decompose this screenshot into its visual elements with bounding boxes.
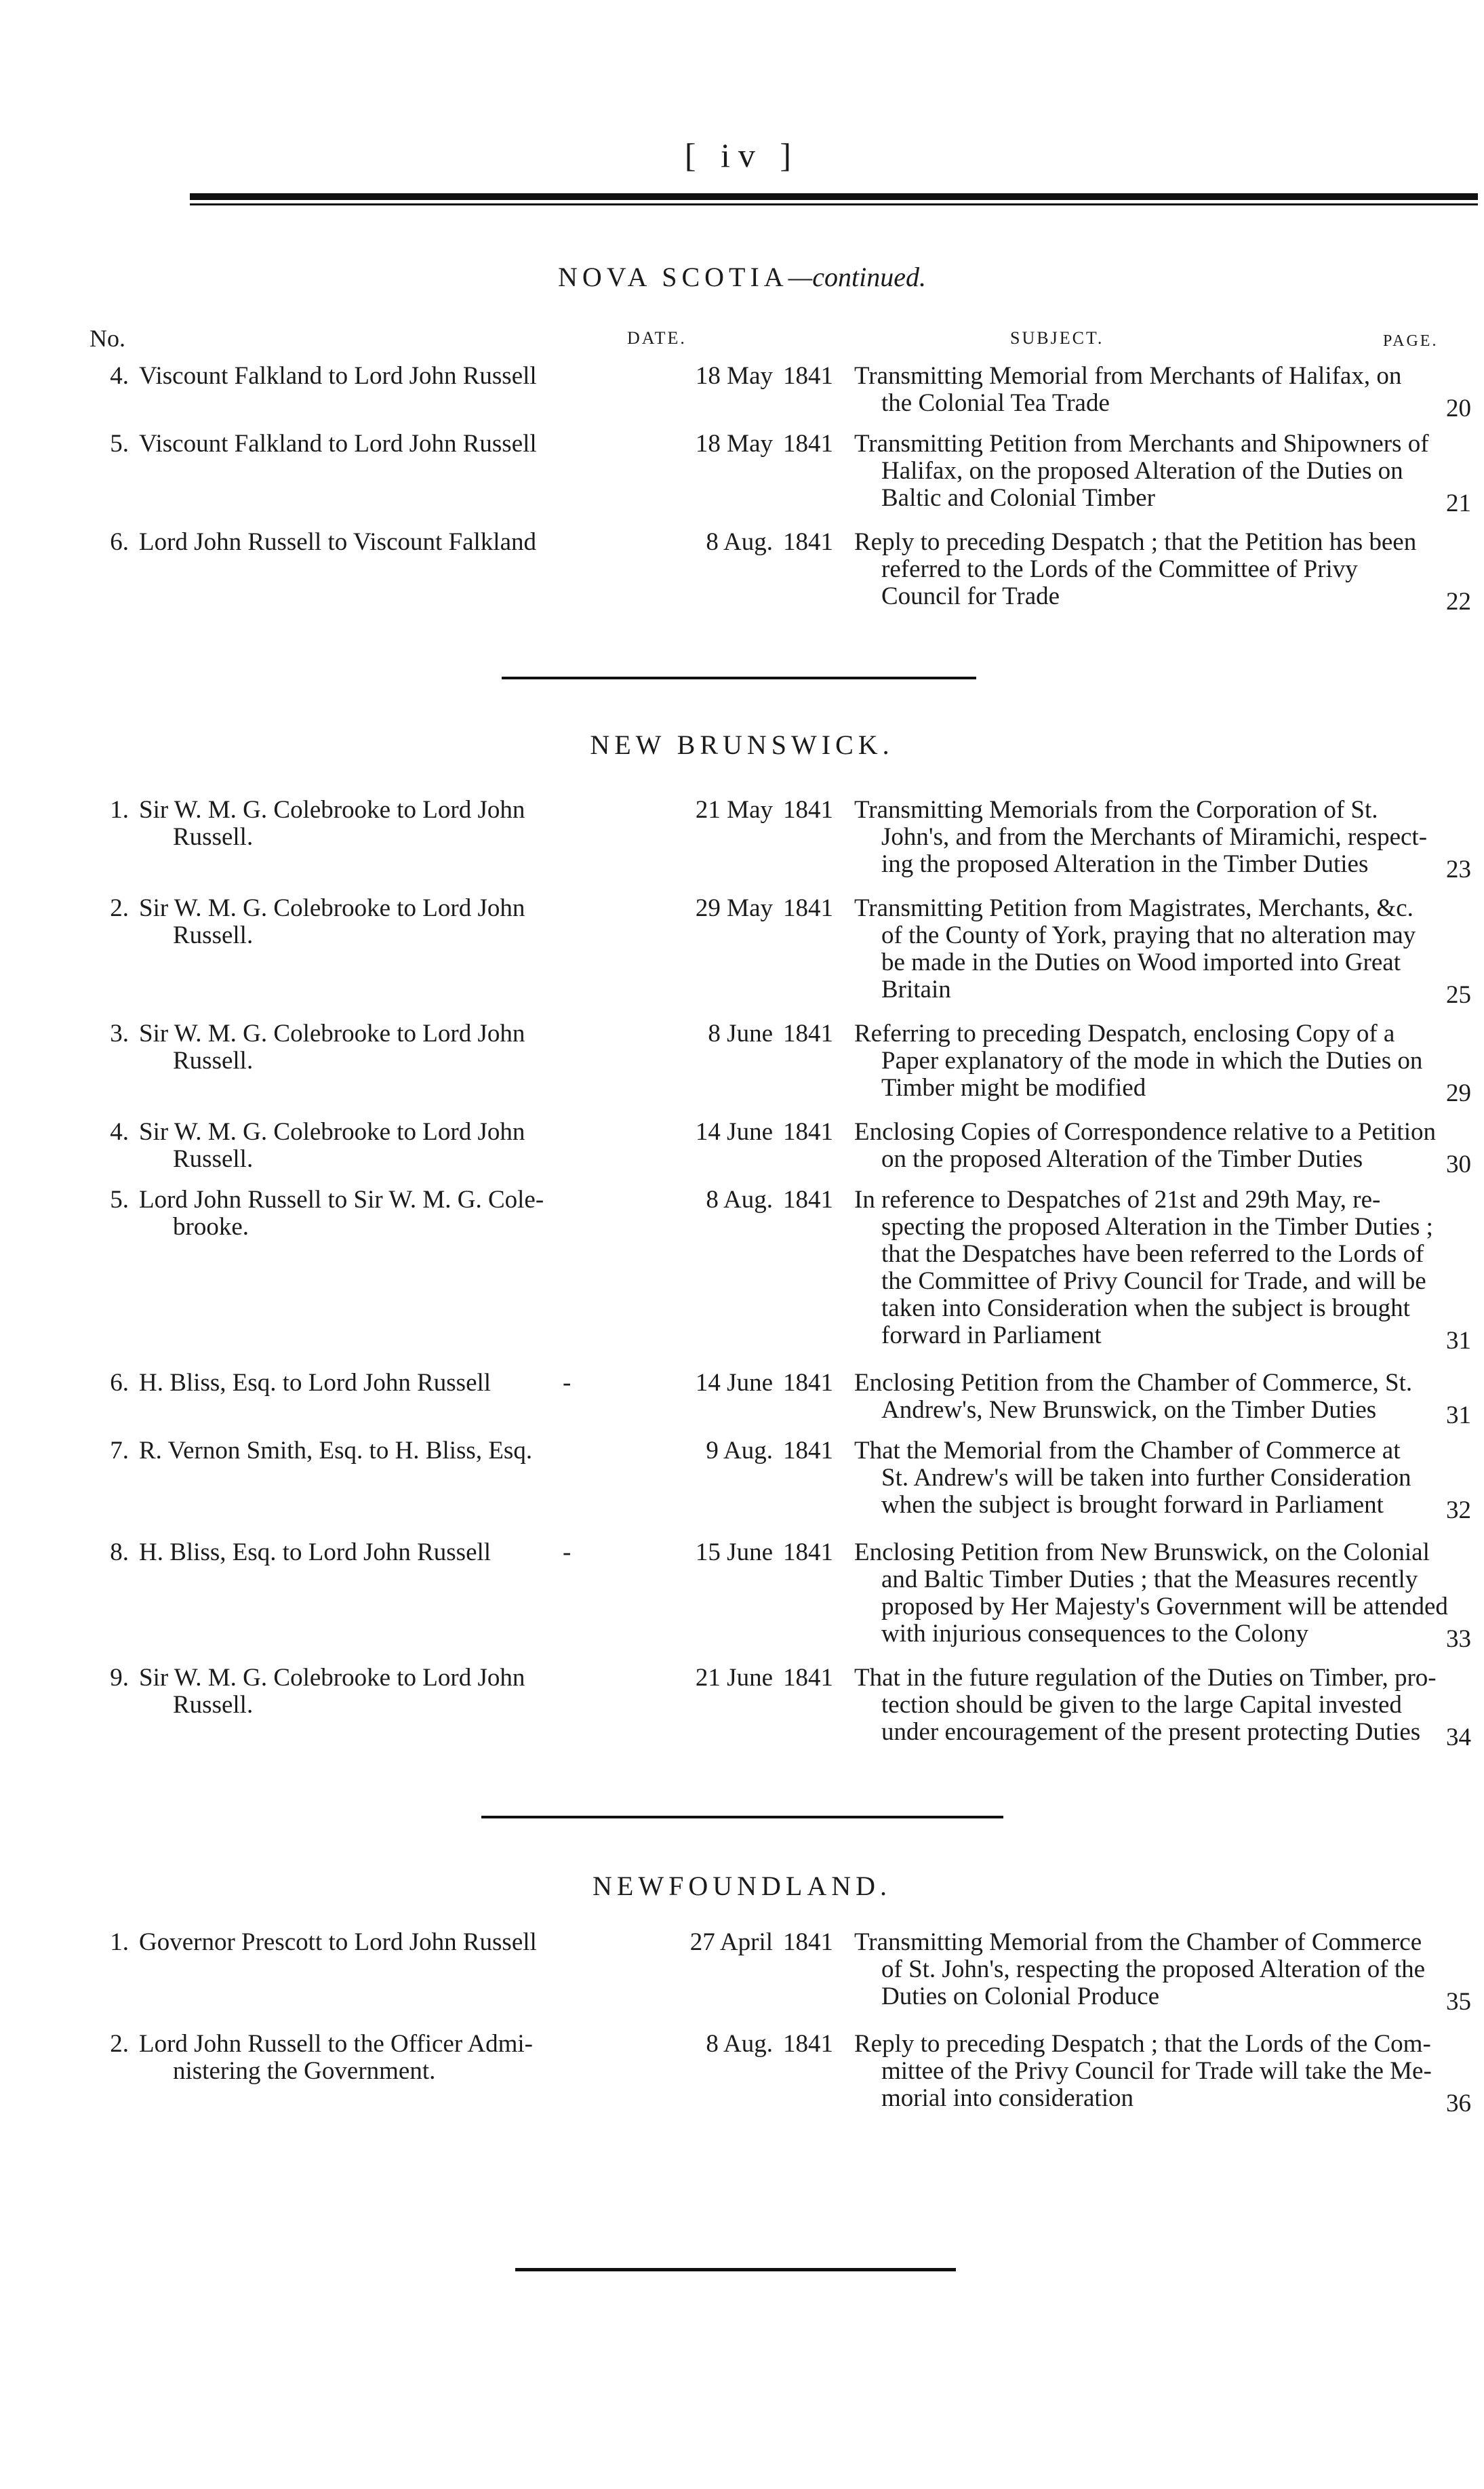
entry-subject-line: Enclosing Petition from the Chamber of Commerce, St. [854,1369,1413,1397]
entry-subject-line: taken into Consideration when the subject is brought [881,1294,1410,1322]
entry-page: 35 [1446,1988,1471,2016]
entry-subject-line: on the proposed Alteration of the Timber Duties [881,1145,1363,1173]
entry-subject-line: morial into consideration [881,2084,1134,2112]
entry-year: 1841 [783,1186,833,1214]
entry-page: 20 [1446,395,1471,422]
entry-correspondents-dash: - [563,1369,571,1397]
section-title-newfoundland [0,1870,1484,1902]
entry-number: 5. [110,430,129,458]
header-rule-thick [190,193,1478,200]
entry-correspondents-line: nistering the Government. [173,2057,436,2085]
entry-subject-line: Timber might be modified [881,1074,1146,1102]
entry-page: 31 [1446,1401,1471,1429]
entry-correspondents-line: Sir W. M. G. Colebrooke to Lord John [139,1664,525,1692]
section-title-continued: —continued. [788,262,926,292]
entry-correspondents-line: brooke. [173,1213,249,1241]
entry-subject [854,1539,1484,1648]
entry-correspondents-line: Russell. [173,1691,254,1719]
entry-date: 27 April [689,1928,773,1956]
entry-correspondents-line: Russell. [173,1047,254,1075]
entry-number: 6. [110,528,129,556]
entry-subject-line: Transmitting Petition from Magistrates, Merchants, &c. [854,894,1413,922]
entry-correspondents [139,1370,654,1397]
entry-number: 2. [110,2030,129,2058]
entry-subject-line: Council for Trade [881,582,1060,610]
column-header-no: No. [89,325,125,352]
column-header-date: DATE. [627,328,687,348]
entry-subject [854,895,1484,1003]
entry-number: 5. [110,1186,129,1214]
entry-date: 14 June [695,1369,773,1397]
entry-subject-line: specting the proposed Alteration in the Timber Duties ; [881,1213,1433,1241]
entry-year: 1841 [783,1369,833,1397]
entry-subject-line: tection should be given to the large Capital invested [881,1691,1402,1719]
entry-subject [854,1929,1484,2010]
entry-date: 18 May [695,430,773,458]
entry-correspondents [139,1437,654,1465]
entry-year: 1841 [783,796,833,824]
entry-subject-line: Paper explanatory of the mode in which the Duties on [881,1047,1423,1075]
entry-year: 1841 [783,430,833,458]
entry-correspondents-line: Sir W. M. G. Colebrooke to Lord John [139,796,525,824]
entry-year: 1841 [783,362,833,390]
entry-subject-line: when the subject is brought forward in Parliament [881,1491,1384,1519]
entry-subject-line: that the Despatches have been referred to the Lords of [881,1240,1424,1268]
section-title-nova-scotia [0,261,1484,293]
entry-subject-line: In reference to Despatches of 21st and 29th May, re- [854,1186,1381,1214]
section-title-new-brunswick [0,729,1484,761]
entry-subject-line: of St. John's, respecting the proposed Alteration of the [881,1955,1426,1983]
entry-year: 1841 [783,1118,833,1146]
entry-year: 1841 [783,1437,833,1465]
entry-year: 1841 [783,1538,833,1566]
entry-number: 3. [110,1020,129,1048]
entry-correspondents-line: Sir W. M. G. Colebrooke to Lord John [139,1118,525,1146]
entry-date: 8 June [708,1020,773,1048]
entry-year: 1841 [783,1928,833,1956]
entry-correspondents [139,1020,654,1075]
entry-subject [854,363,1484,417]
entry-correspondents-line: Sir W. M. G. Colebrooke to Lord John [139,1020,525,1048]
entry-subject-line: Referring to preceding Despatch, enclosing Copy of a [854,1020,1395,1048]
entry-subject-line: Transmitting Petition from Merchants and Shipowners of [854,430,1429,458]
entry-correspondents-line: R. Vernon Smith, Esq. to H. Bliss, Esq. [139,1437,533,1465]
entry-subject [854,1665,1484,1746]
entry-subject [854,529,1484,610]
column-header-subject: SUBJECT. [1010,328,1104,348]
entry-correspondents [139,2031,654,2085]
entry-page: 29 [1446,1079,1471,1107]
entry-correspondents [139,1187,654,1241]
entry-subject-line: ing the proposed Alteration in the Timber Duties [881,850,1369,878]
entry-subject-line: Andrew's, New Brunswick, on the Timber Duties [881,1396,1377,1424]
entry-date: 21 June [695,1664,773,1692]
entry-page: 31 [1446,1327,1471,1355]
entry-page: 33 [1446,1625,1471,1653]
section-title-text: NOVA SCOTIA [558,262,788,292]
entry-correspondents-line: Viscount Falkland to Lord John Russell [139,362,537,390]
entry-correspondents-line: Russell. [173,921,254,949]
entry-subject-line: John's, and from the Merchants of Miramichi, respect- [881,823,1428,851]
header-rule-thin [190,203,1478,205]
entry-page: 25 [1446,981,1471,1009]
entry-date: 21 May [695,796,773,824]
entry-subject-line: be made in the Duties on Wood imported into Great [881,949,1401,976]
entry-correspondents [139,529,654,556]
entry-correspondents [139,1119,654,1173]
entry-subject [854,1370,1484,1424]
entry-number: 7. [110,1437,129,1465]
entry-correspondents [139,1539,654,1566]
entry-correspondents [139,1929,654,1956]
entry-subject [854,1437,1484,1519]
entry-subject [854,1020,1484,1102]
entry-date: 29 May [695,894,773,922]
entry-number: 8. [110,1538,129,1566]
entry-subject-line: Reply to preceding Despatch ; that the Lords of the Com- [854,2030,1431,2058]
entry-year: 1841 [783,2030,833,2058]
entry-correspondents-line: Viscount Falkland to Lord John Russell [139,430,537,458]
entry-subject [854,1119,1484,1173]
entry-year: 1841 [783,894,833,922]
entry-subject [854,797,1484,878]
entry-correspondents [139,1665,654,1719]
entry-correspondents-line: Lord John Russell to Sir W. M. G. Cole- [139,1186,544,1214]
entry-number: 9. [110,1664,129,1692]
column-header-page: PAGE. [1383,332,1439,350]
entry-date: 8 Aug. [706,1186,773,1214]
entry-number: 1. [110,796,129,824]
entry-subject-line: Enclosing Copies of Correspondence relative to a Petition [854,1118,1436,1146]
entry-subject-line: Reply to preceding Despatch ; that the Petition has been [854,528,1417,556]
entry-page: 23 [1446,856,1471,883]
entry-date: 8 Aug. [706,528,773,556]
entry-date: 14 June [695,1118,773,1146]
entry-page: 36 [1446,2090,1471,2117]
entry-year: 1841 [783,1664,833,1692]
entry-page: 34 [1446,1724,1471,1751]
entry-number: 2. [110,894,129,922]
entry-subject-line: the Committee of Privy Council for Trade, and will be [881,1267,1426,1295]
entry-subject [854,2031,1484,2112]
entry-date: 9 Aug. [706,1437,773,1465]
entry-correspondents-line: H. Bliss, Esq. to Lord John Russell [139,1538,492,1566]
entry-subject [854,431,1484,512]
section-divider [481,1816,1003,1818]
entry-correspondents-dash: - [563,1538,571,1566]
entry-subject-line: Britain [881,976,951,1003]
entry-date: 18 May [695,362,773,390]
entry-correspondents [139,363,654,390]
entry-correspondents-line: Governor Prescott to Lord John Russell [139,1928,537,1956]
entry-year: 1841 [783,528,833,556]
entry-number: 1. [110,1928,129,1956]
entry-number: 6. [110,1369,129,1397]
entry-subject-line: mittee of the Privy Council for Trade will take the Me- [881,2057,1432,2085]
entry-page: 22 [1446,588,1471,616]
entry-correspondents [139,431,654,458]
entry-subject-line: St. Andrew's will be taken into further Consideration [881,1464,1411,1492]
entry-subject-line: Baltic and Colonial Timber [881,484,1155,512]
entry-subject-line: proposed by Her Majesty's Government will be attended [881,1593,1448,1620]
entry-subject-line: Halifax, on the proposed Alteration of the Duties on [881,457,1403,485]
entry-subject-line: forward in Parliament [881,1321,1102,1349]
entry-subject-line: and Baltic Timber Duties ; that the Measures recently [881,1566,1418,1593]
entry-subject-line: That in the future regulation of the Duties on Timber, pro- [854,1664,1437,1692]
entry-subject-line: Duties on Colonial Produce [881,1983,1160,2010]
section-divider [502,677,976,679]
entry-subject-line: of the County of York, praying that no alteration may [881,921,1416,949]
entry-correspondents-line: Russell. [173,823,254,851]
entry-page: 32 [1446,1496,1471,1524]
entry-correspondents-line: Russell. [173,1145,254,1173]
entry-subject [854,1187,1484,1349]
entry-page: 30 [1446,1151,1471,1178]
entry-correspondents-line: H. Bliss, Esq. to Lord John Russell [139,1369,492,1397]
entry-year: 1841 [783,1020,833,1048]
entry-number: 4. [110,1118,129,1146]
section-title-text: NEWFOUNDLAND. [593,1871,891,1901]
entry-subject-line: under encouragement of the present protecting Duties [881,1718,1421,1746]
entry-subject-line: Transmitting Memorial from the Chamber of Commerce [854,1928,1422,1956]
entry-date: 15 June [695,1538,773,1566]
entry-subject-line: the Colonial Tea Trade [881,389,1110,417]
entry-subject-line: That the Memorial from the Chamber of Commerce at [854,1437,1401,1465]
entry-subject-line: with injurious consequences to the Colony [881,1620,1308,1648]
entry-subject-line: referred to the Lords of the Committee of Privy [881,555,1358,583]
entry-correspondents [139,797,654,851]
entry-number: 4. [110,362,129,390]
entry-date: 8 Aug. [706,2030,773,2058]
section-title-text: NEW BRUNSWICK. [590,730,894,760]
entry-page: 21 [1446,490,1471,517]
page-number: [ iv ] [684,136,800,174]
entry-subject-line: Transmitting Memorial from Merchants of Halifax, on [854,362,1402,390]
entry-correspondents-line: Lord John Russell to the Officer Admi- [139,2030,533,2058]
entry-correspondents-line: Lord John Russell to Viscount Falkland [139,528,537,556]
entry-correspondents [139,895,654,949]
entry-correspondents-line: Sir W. M. G. Colebrooke to Lord John [139,894,525,922]
entry-subject-line: Enclosing Petition from New Brunswick, on the Colonial [854,1538,1430,1566]
entry-subject-line: Transmitting Memorials from the Corporation of St. [854,796,1378,824]
closing-rule [515,2268,956,2271]
